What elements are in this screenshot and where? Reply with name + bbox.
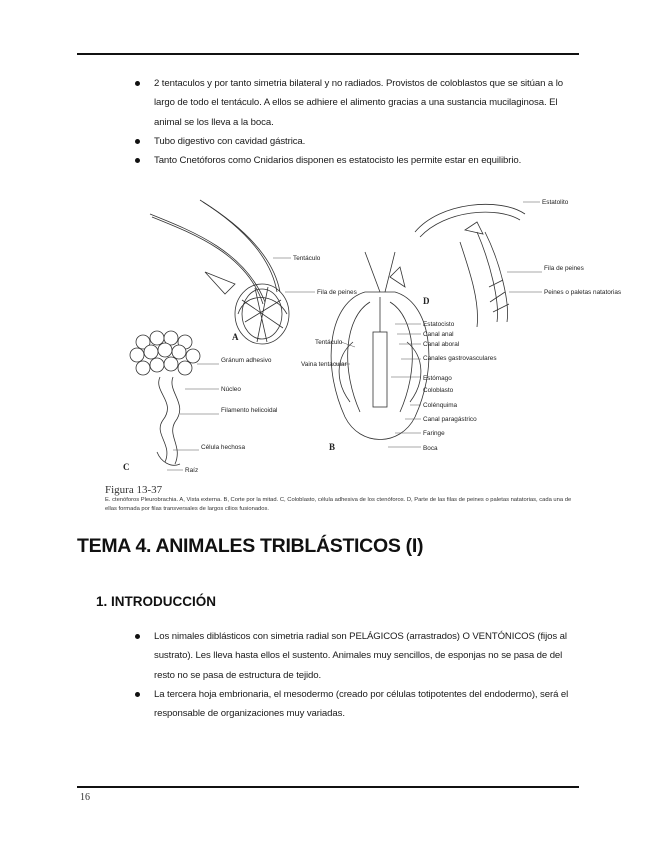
label-estomago: Estómago — [423, 375, 452, 382]
chapter-heading: TEMA 4. ANIMALES TRIBLÁSTICOS (I) — [77, 535, 424, 557]
section-heading: 1. INTRODUCCIÓN — [96, 594, 217, 609]
label-filamento-helicoidal: Filamento helicoidal — [221, 407, 278, 414]
label-canal-paragastrico: Canal paragástrico — [423, 416, 477, 423]
bullet-dot-icon — [135, 81, 140, 86]
label-canales-gastrovasculares: Canales gastrovasculares — [423, 355, 497, 362]
bullet-dot-icon — [135, 158, 140, 163]
label-fila-de-peines-a: Fila de peines — [317, 289, 357, 296]
panel-letter-a: A — [232, 332, 239, 342]
label-raiz: Raíz — [185, 467, 199, 474]
ctenophore-figure — [105, 192, 622, 484]
bullet-dot-icon — [135, 139, 140, 144]
label-canal-anal: Canal anal — [423, 331, 454, 338]
label-tentaculo-b: Tentáculo — [315, 339, 343, 346]
bullet-item: Tanto Cnetóforos como Cnidarios disponen es estatocisto les permite estar en equilibrio. — [135, 151, 575, 170]
figure-title: Figura 13-37 — [105, 484, 163, 496]
bullet-list-ctenophores — [135, 74, 575, 170]
figure-caption: E. ctenóforos Pleurobrachia. A, Vista externa. B, Corte por la mitad. C, Coloblasto, célula adhesiva de los ctenóforos. D, Parte de las filas de peines o paletas natatorias, cada una de ellas formada por filas transversales de largos cilios fusionados. — [105, 497, 572, 512]
label-colenquima: Colénquima — [423, 402, 458, 409]
label-estatocisto: Estatocisto — [423, 321, 455, 328]
label-vaina-tentacular: Vaina tentacular — [301, 361, 347, 368]
panel-letter-b: B — [329, 442, 336, 452]
ctenophore-illustration — [105, 192, 622, 484]
label-boca: Boca — [423, 445, 438, 452]
page-number: 16 — [80, 792, 90, 803]
label-fila-de-peines-d: Fila de peines — [544, 265, 584, 272]
label-nucleo: Núcleo — [221, 386, 241, 393]
bullet-item: La tercera hoja embrionaria, el mesodermo (creado por células totipotentes del endodermo), será el responsable de organizaciones muy variadas. — [135, 685, 575, 724]
bullet-item: 2 tentaculos y por tanto simetria bilateral y no radiados. Provistos de coloblastos que se sitúan a lo largo de todo el tentáculo. A ellos se adhiere el alimento gracias a una sustancia mucilaginosa. El animal se los lleva a la boca. — [135, 74, 575, 132]
bullet-dot-icon — [135, 692, 140, 697]
label-coloblasto: Coloblasto — [423, 387, 454, 394]
label-peines-paletas: Peines o paletas natatorias — [544, 289, 622, 296]
label-faringe: Faringe — [423, 430, 445, 437]
header-rule — [77, 53, 579, 55]
label-estatolito: Estatolito — [542, 199, 569, 206]
bullet-item: Los nimales diblásticos con simetria radial son PELÁGICOS (arrastrados) O VENTÓNICOS (fijos al sustrato). Les lleva hasta ellos el sustento. Animales muy sencillos, de esponjas no se pasa de del resto no se pasa de estructura de tejido. — [135, 627, 575, 685]
label-celula-hecho: Célula hechosa — [201, 444, 246, 451]
panel-letter-d: D — [423, 296, 430, 306]
label-granum-adhesivo: Gránum adhesivo — [221, 357, 272, 364]
bullet-list-introduction — [135, 627, 575, 723]
label-canal-aboral: Canal aboral — [423, 341, 460, 348]
bullet-dot-icon — [135, 634, 140, 639]
label-tentaculo-a: Tentáculo — [293, 255, 321, 262]
footer-rule — [77, 786, 579, 788]
panel-letter-c: C — [123, 462, 130, 472]
bullet-item: Tubo digestivo con cavidad gástrica. — [135, 132, 575, 151]
